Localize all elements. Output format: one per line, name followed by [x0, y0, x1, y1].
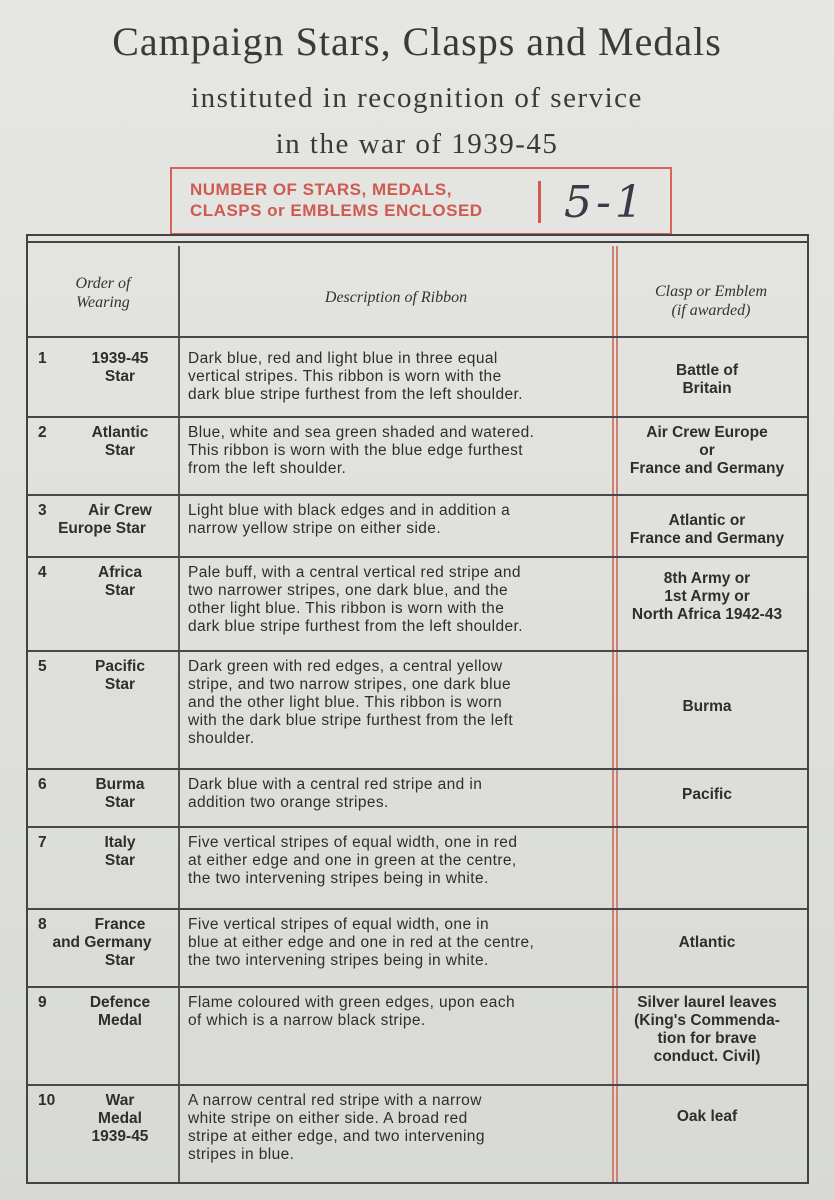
- description-line: Blue, white and sea green shaded and watered.: [188, 424, 535, 441]
- description-line: the two intervening stripes being in white.: [188, 870, 489, 887]
- header-order-line-2: Wearing: [76, 294, 130, 311]
- medal-name-line: War: [105, 1092, 135, 1109]
- order-cell: [32, 776, 176, 812]
- ribbon-description: [188, 564, 604, 636]
- order-number: 7: [38, 834, 47, 851]
- description-line: two narrower stripes, one dark blue, and the: [188, 582, 509, 599]
- description-line: narrow yellow stripe on either side.: [188, 520, 442, 537]
- order-number: 10: [38, 1092, 56, 1109]
- subtitle-line-2: in the war of 1939-45: [275, 128, 559, 160]
- clasp-line: North Africa 1942-43: [631, 606, 783, 623]
- description-line: shoulder.: [188, 730, 255, 747]
- enclosure-stamp: [170, 167, 672, 235]
- clasp-line: (King's Commenda-: [634, 1012, 780, 1029]
- medal-name-line: Star: [104, 368, 136, 385]
- clasp-cell: [611, 424, 803, 478]
- header-order: [38, 274, 168, 312]
- order-number: 5: [38, 658, 47, 675]
- clasp-line: 8th Army or: [663, 570, 751, 587]
- description-line: Pale buff, with a central vertical red stripe and: [188, 564, 521, 581]
- description-line: blue at either edge and one in red at the centre,: [188, 934, 535, 951]
- row-rule: [28, 556, 807, 558]
- medal-name-line: Star: [104, 852, 136, 869]
- order-number: 2: [38, 424, 47, 441]
- order-number: 8: [38, 916, 47, 933]
- clasp-cell: [611, 570, 803, 624]
- description-line: of which is a narrow black stripe.: [188, 1012, 426, 1029]
- medal-name-line: Medal: [98, 1110, 142, 1127]
- medal-name-line: Medal: [98, 1012, 142, 1029]
- medal-name-line: Pacific: [95, 658, 145, 675]
- order-number: 9: [38, 994, 47, 1011]
- clasp-line: Pacific: [682, 786, 732, 803]
- description-line: This ribbon is worn with the blue edge furthest: [188, 442, 523, 459]
- row-rule: [28, 650, 807, 652]
- handwritten-count: 5-1: [564, 177, 647, 228]
- medal-name-line: France: [94, 916, 146, 933]
- clasp-line: Air Crew Europe: [646, 424, 768, 441]
- description-line: addition two orange stripes.: [188, 794, 389, 811]
- table-top-rule: [28, 241, 807, 243]
- header-rule: [28, 336, 807, 338]
- description-line: at either edge and one in green at the centre,: [188, 852, 517, 869]
- row-rule: [28, 494, 807, 496]
- order-number: 3: [38, 502, 47, 519]
- stamp-label-line-2: CLASPS or EMBLEMS ENCLOSED: [190, 201, 483, 220]
- clasp-line: Silver laurel leaves: [637, 994, 777, 1011]
- row-rule: [28, 826, 807, 828]
- subtitle-line-1: instituted in recognition of service: [191, 82, 643, 114]
- header-order-line-1: Order of: [75, 275, 131, 292]
- description-line: from the left shoulder.: [188, 460, 347, 477]
- clasp-line: or: [699, 442, 715, 459]
- medal-name-line: Defence: [89, 994, 151, 1011]
- column-divider-1: [178, 246, 180, 1182]
- medal-name-line: 1939-45: [91, 1128, 149, 1145]
- header-clasp-line-1: Clasp or Emblem: [655, 283, 767, 300]
- ribbon-description: [188, 916, 604, 970]
- clasp-cell: [611, 698, 803, 716]
- clasp-line: Battle of: [676, 362, 738, 379]
- clasp-cell: [611, 362, 803, 398]
- medal-name-line: Italy: [104, 834, 136, 851]
- row-rule: [28, 768, 807, 770]
- order-cell: [32, 658, 176, 694]
- clasp-cell: [611, 994, 803, 1066]
- description-line: stripe, and two narrow stripes, one dark blue: [188, 676, 511, 693]
- ribbon-description: [188, 350, 604, 404]
- medal-name-line: Star: [104, 582, 136, 599]
- order-cell: [32, 916, 176, 970]
- description-line: dark blue stripe furthest from the left shoulder.: [188, 386, 523, 403]
- medal-name-line: Air Crew: [88, 502, 152, 519]
- medal-name-line: Star: [104, 952, 136, 969]
- stamp-label: [190, 179, 535, 221]
- order-cell: [32, 502, 176, 538]
- order-cell: [32, 424, 176, 460]
- clasp-line: 1st Army or: [664, 588, 750, 605]
- row-rule: [28, 416, 807, 418]
- ribbon-description: [188, 776, 604, 812]
- description-line: Dark blue with a central red stripe and in: [188, 776, 483, 793]
- order-number: 6: [38, 776, 47, 793]
- order-cell: [32, 994, 176, 1030]
- ribbon-description: [188, 658, 604, 748]
- medal-name-line: Star: [104, 794, 136, 811]
- medals-table: [26, 234, 809, 1184]
- ribbon-description: [188, 502, 604, 538]
- description-line: stripe at either edge, and two intervening: [188, 1128, 485, 1145]
- order-cell: [32, 1092, 176, 1146]
- ribbon-description: [188, 994, 604, 1030]
- description-line: Dark blue, red and light blue in three equal: [188, 350, 498, 367]
- row-rule: [28, 986, 807, 988]
- description-line: Flame coloured with green edges, upon each: [188, 994, 515, 1011]
- header-clasp: [618, 282, 804, 320]
- medal-name-line: 1939-45: [91, 350, 149, 367]
- description-line: Light blue with black edges and in addition a: [188, 502, 511, 519]
- description-line: other light blue. This ribbon is worn with the: [188, 600, 505, 617]
- order-number: 1: [38, 350, 47, 367]
- row-rule: [28, 1084, 807, 1086]
- clasp-line: Atlantic or: [668, 512, 746, 529]
- clasp-cell: [611, 1108, 803, 1126]
- description-line: Dark green with red edges, a central yellow: [188, 658, 503, 675]
- clasp-line: conduct. Civil): [653, 1048, 761, 1065]
- medal-name-line: Star: [104, 442, 136, 459]
- medal-name-line: Europe Star: [58, 520, 146, 537]
- medal-name-line: Atlantic: [91, 424, 149, 441]
- order-cell: [32, 350, 176, 386]
- stamp-divider: [538, 181, 541, 223]
- header-description: Description of Ribbon: [324, 289, 468, 306]
- description-line: the two intervening stripes being in white.: [188, 952, 489, 969]
- clasp-line: Atlantic: [678, 934, 736, 951]
- order-cell: [32, 834, 176, 870]
- description-line: white stripe on either side. A broad red: [188, 1110, 468, 1127]
- clasp-line: Britain: [682, 380, 732, 397]
- medal-name-line: Africa: [98, 564, 142, 581]
- page-title: Campaign Stars, Clasps and Medals: [112, 19, 722, 64]
- description-line: dark blue stripe furthest from the left shoulder.: [188, 618, 523, 635]
- clasp-cell: [611, 512, 803, 548]
- medal-name-line: and Germany: [52, 934, 152, 951]
- ribbon-description: [188, 834, 604, 888]
- row-rule: [28, 908, 807, 910]
- ribbon-description: [188, 424, 604, 478]
- description-line: vertical stripes. This ribbon is worn with the: [188, 368, 502, 385]
- clasp-line: France and Germany: [629, 460, 785, 477]
- ribbon-description: [188, 1092, 604, 1164]
- clasp-line: Oak leaf: [676, 1108, 738, 1125]
- description-line: with the dark blue stripe furthest from the left: [188, 712, 514, 729]
- description-line: A narrow central red stripe with a narrow: [188, 1092, 482, 1109]
- clasp-cell: [611, 934, 803, 952]
- description-line: and the other light blue. This ribbon is worn: [188, 694, 503, 711]
- clasp-line: France and Germany: [629, 530, 785, 547]
- clasp-line: tion for brave: [657, 1030, 757, 1047]
- medal-name-line: Burma: [95, 776, 145, 793]
- description-line: stripes in blue.: [188, 1146, 295, 1163]
- medal-name-line: Star: [104, 676, 136, 693]
- stamp-label-line-1: NUMBER OF STARS, MEDALS,: [190, 180, 452, 199]
- description-line: Five vertical stripes of equal width, one in red: [188, 834, 518, 851]
- clasp-cell: [611, 786, 803, 804]
- description-line: Five vertical stripes of equal width, one in: [188, 916, 490, 933]
- clasp-line: Burma: [682, 698, 732, 715]
- header-clasp-line-2: (if awarded): [671, 302, 751, 319]
- order-number: 4: [38, 564, 47, 581]
- order-cell: [32, 564, 176, 600]
